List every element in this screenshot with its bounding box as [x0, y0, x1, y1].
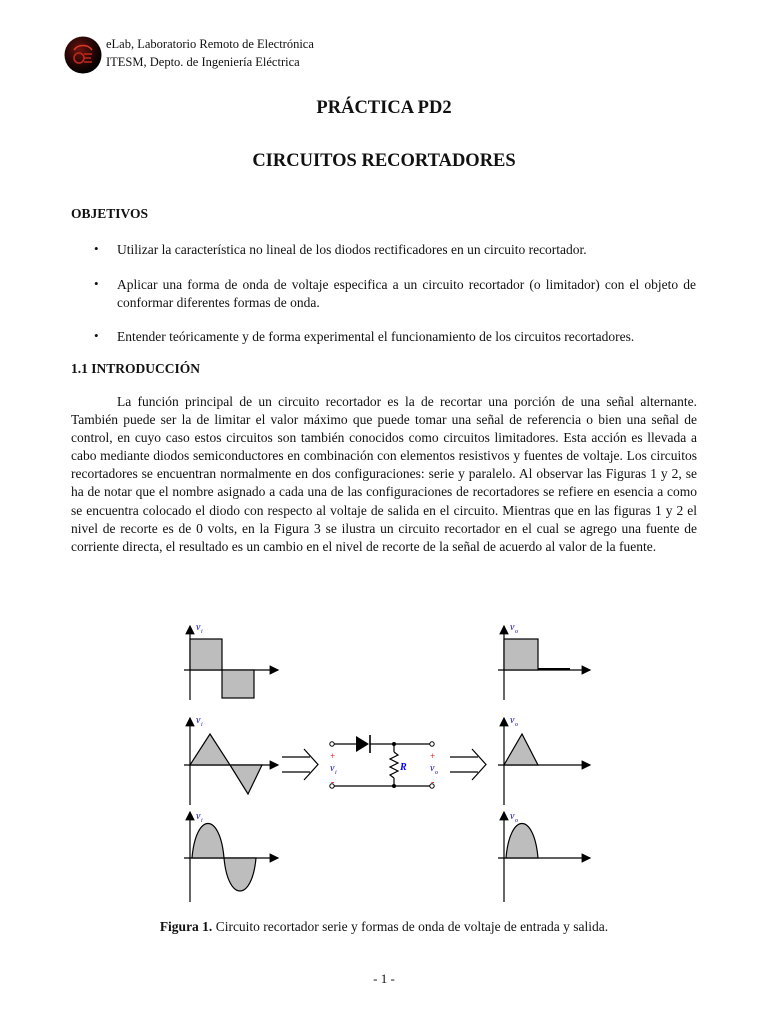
circuit-vi-subscript: i: [335, 770, 337, 776]
header-line-2: ITESM, Depto. de Ingeniería Eléctrica: [106, 55, 300, 69]
figure-1-diagram: [170, 612, 600, 908]
input-square-wave: [184, 622, 278, 700]
vo-subscript: o: [515, 722, 518, 728]
vo-subscript: o: [515, 818, 518, 824]
input-plus: +: [330, 751, 336, 761]
output-square-wave: [498, 622, 590, 700]
output-plus: +: [430, 751, 436, 761]
input-minus: -: [331, 777, 335, 788]
double-arrow-left: [282, 749, 318, 780]
intro-paragraph: La función principal de un circuito recortador es la de recortar una porción de una señal alternante. También puede ser la de limitar el valor máximo que puede tomar una señal de referencia o bien una señal de control, en cuyo caso estos circuitos son también conocidos como circuitos limitadores. Esta acción es llevada a cabo mediante diodos semiconductores en combinación con elementos resistivos y fuentes de voltaje. Los circuitos recortadores se encuentran normalmente en dos configuraciones: serie y paralelo. Al observar las Figuras 1 y 2, se ha de notar que el nombre asignado a cada una de las configuraciones de recortadores se refiere en esencia a como se encuentra colocado el diodo con respecto al voltaje de salida en el circuito. Mientras que en las figuras 1 y 2 el nivel de recorte es de 0 volts, en la Figura 3 se ilustra un circuito recortador en el cual se agrego una fuente de corriente directa, el resultado es un cambio en el nivel de recorte de la señal de acuerdo al valor de la fuente.: [71, 394, 697, 554]
page-number: - 1 -: [373, 971, 395, 986]
output-sine-wave: [498, 811, 590, 902]
figure-1-caption: [0, 919, 768, 935]
elab-logo: [64, 36, 102, 74]
bullet-marker: •: [94, 276, 99, 291]
vi-subscript: i: [201, 818, 203, 824]
page-title: PRÁCTICA PD2: [316, 98, 452, 118]
vi-label: v: [196, 811, 201, 822]
circuit-vo-label: v: [430, 763, 435, 774]
series-clipper-circuit: [330, 735, 438, 788]
output-triangle-wave: [498, 715, 590, 805]
page-subtitle: CIRCUITOS RECORTADORES: [252, 151, 516, 171]
vo-label: v: [510, 715, 515, 726]
circuit-vi-label: v: [330, 763, 335, 774]
objectives-heading: OBJETIVOS: [71, 206, 149, 221]
diode-symbol: [356, 736, 369, 752]
header-line-1: eLab, Laboratorio Remoto de Electrónica: [106, 37, 314, 51]
resistor-label: R: [400, 762, 407, 773]
vi-subscript: i: [201, 629, 203, 635]
input-triangle-wave: [184, 715, 278, 805]
objective-item-1: Utilizar la característica no lineal de los diodos rectificadores en un circuito recortador.: [117, 242, 587, 257]
caption-text: Circuito recortador serie y formas de onda de voltaje de entrada y salida.: [212, 919, 609, 934]
vi-label: v: [196, 622, 201, 633]
bullet-marker: •: [94, 328, 99, 343]
double-arrow-right: [450, 749, 486, 780]
vi-subscript: i: [201, 722, 203, 728]
bullet-marker: •: [94, 241, 99, 256]
intro-heading: 1.1 INTRODUCCIÓN: [71, 361, 201, 376]
resistor-symbol: [390, 752, 398, 778]
objective-item-3: Entender teóricamente y de forma experimental el funcionamiento de los circuitos recortadores.: [117, 329, 635, 344]
objective-item-2: Aplicar una forma de onda de voltaje especifica a un circuito recortador (o limitador) con el objeto de conformar diferentes formas de onda.: [117, 277, 696, 310]
circuit-vo-subscript: o: [435, 770, 438, 776]
output-minus: -: [431, 777, 435, 788]
vo-label: v: [510, 811, 515, 822]
vi-label: v: [196, 715, 201, 726]
caption-label: Figura 1.: [159, 919, 213, 934]
vo-subscript: o: [515, 629, 518, 635]
vo-label: v: [510, 622, 515, 633]
input-sine-wave: [184, 811, 278, 902]
